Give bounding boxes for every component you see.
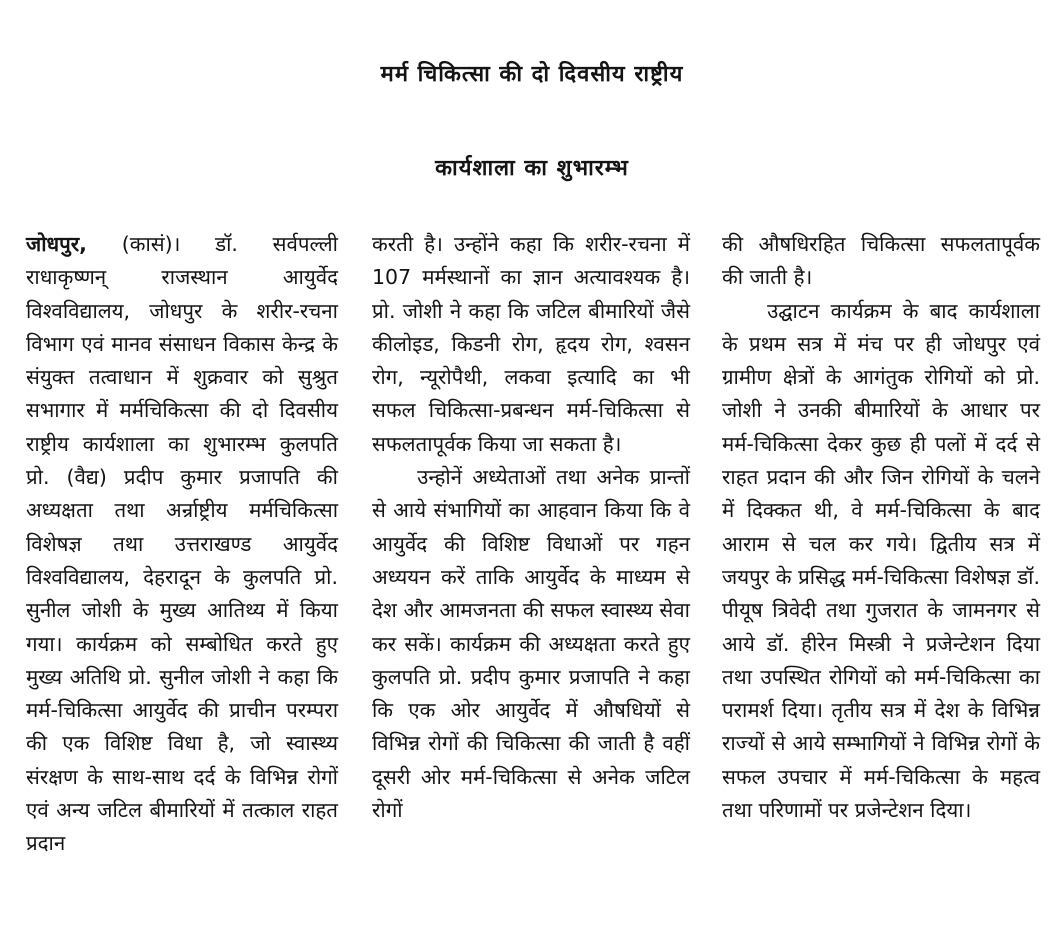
article-column-2 — [372, 228, 690, 827]
headline-line-1: मर्म चिकित्सा की दो दिवसीय राष्ट्रीय — [380, 62, 684, 87]
paragraph: उद्घाटन कार्यक्रम के बाद कार्यशाला के प्रथम सत्र में मंच पर ही जोधपुर एवं ग्रामीण क्षेत्रों के आगंतुक रोगियों को प्रो. जोशी ने उनकी बीमारियों के आधार पर मर्म-चिकित्सा देकर कुछ ही पलों में दर्द से राहत प्रदान की और जिन रोगियों के चलने में दिक्कत थी, वे मर्म-चिकित्सा के बाद आराम से चल कर गये। द्वितीय सत्र में जयपुर के प्रसिद्ध मर्म-चिकित्सा विशेषज्ञ डॉ. पीयूष त्रिवेदी तथा गुजरात के जामनगर से आये डॉ. हीरेन मिस्त्री ने प्रजेन्टेशन दिया तथा उपस्थित रोगियों को मर्म-चिकित्सा का परामर्श दिया। तृतीय सत्र में देश के विभिन्न राज्यों से आये सम्भागियों ने विभिन्न रोगों के सफल उपचार में मर्म-चिकित्सा के महत्व तथा परिणामों पर प्रजेन्टेशन दिया। — [722, 298, 1040, 823]
paragraph — [26, 228, 338, 861]
headline — [0, 28, 1064, 216]
article-column-3 — [722, 228, 1040, 827]
headline-line-2: कार्यशाला का शुभारम्भ — [435, 156, 629, 181]
article-column-1 — [26, 228, 338, 861]
paragraph: उन्होनें अध्येताओं तथा अनेक प्रान्तों से आये संभागियों का आहवान किया कि वे आयुर्वेद की विशिष्ट विधाओं पर गहन अध्ययन करें ताकि आयुर्वेद के माध्यम से देश और आमजनता की सफल स्वास्थ्य सेवा कर सकें। कार्यक्रम की अध्यक्षता करते हुए कुलपति प्रो. प्रदीप कुमार प्रजापति ने कहा कि एक ओर आयुर्वेद में औषधियों से विभिन्न रोगों की चिकित्सा की जाती है वहीं दूसरी ओर मर्म-चिकित्सा से अनेक जटिल रोगों — [372, 465, 690, 823]
dateline: जोधपुर, — [26, 232, 87, 256]
paragraph-text: (कासं)। डॉ. सर्वपल्ली राधाकृष्णन् राजस्थान आयुर्वेद विश्वविद्यालय, जोधपुर के शरीर-रचना विभाग एवं मानव संसाधन विकास केन्द्र के संयुक्त तत्वाधान में शुक्रवार को सुश्रुत सभागार में मर्मचिकित्सा की दो दिवसीय राष्ट्रीय कार्यशाला का शुभारम्भ कुलपति प्रो. (वैद्य) प्रदीप कुमार प्रजापति की अध्यक्षता तथा अर्न्राष्ट्रीय मर्मचिकित्सा विशेषज्ञ तथा उत्तराखण्ड आयुर्वेद विश्वविद्यालय, देहरादून के कुलपति प्रो. सुनील जोशी के मुख्य आतिथ्य में किया गया। कार्यक्रम को सम्बोधित करते हुए मुख्य अतिथि प्रो. सुनील जोशी ने कहा कि मर्म-चिकित्सा आयुर्वेद की प्राचीन परम्परा की एक विशिष्ट विधा है, जो स्वास्थ्य संरक्षण के साथ-साथ दर्द के विभिन्न रोगों एवं अन्य जटिल बीमारियों में तत्काल राहत प्रदान — [26, 232, 338, 856]
paragraph: करती है। उन्होंने कहा कि शरीर-रचना में 107 मर्मस्थानों का ज्ञान अत्यावश्यक है। प्रो. जोशी ने कहा कि जटिल बीमारियों जैसे कीलोइड, किडनी रोग, हृदय रोग, श्वसन रोग, न्यूरोपैथी, लकवा इत्यादि का भी सफल चिकित्सा-प्रबन्धन मर्म-चिकित्सा से सफलतापूर्वक किया जा सकता है। — [372, 232, 690, 456]
paragraph: की औषधिरहित चिकित्सा सफलतापूर्वक की जाती है। — [722, 232, 1040, 290]
